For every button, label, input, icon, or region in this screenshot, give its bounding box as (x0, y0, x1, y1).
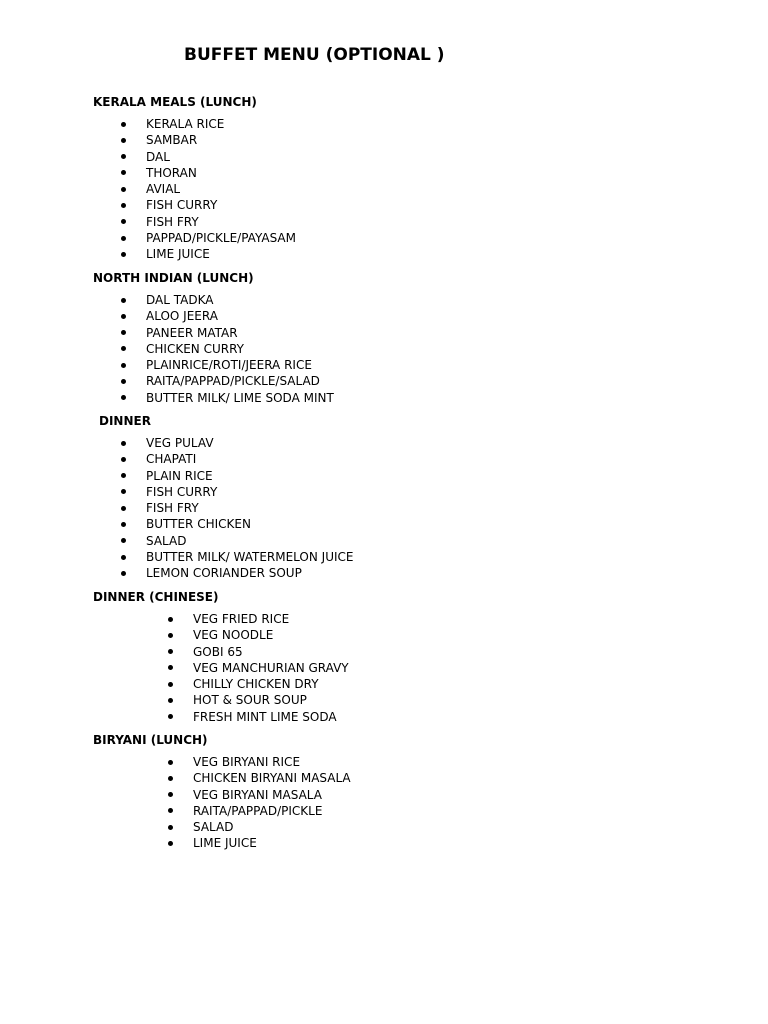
section-heading: DINNER (CHINESE) (93, 590, 219, 604)
menu-item-label: FRESH MINT LIME SODA (193, 709, 337, 724)
menu-item-label: LEMON CORIANDER SOUP (146, 566, 302, 581)
bullet-icon (121, 457, 126, 462)
bullet-icon (168, 825, 173, 830)
menu-item-label: ALOO JEERA (146, 309, 218, 324)
bullet-icon (168, 760, 173, 765)
menu-item-label: LIME JUICE (146, 247, 210, 262)
bullet-icon (121, 363, 126, 368)
menu-item-label: VEG BIRYANI MASALA (193, 787, 322, 802)
menu-item-label: FISH FRY (146, 214, 199, 229)
bullet-icon (168, 665, 173, 670)
bullet-icon (168, 792, 173, 797)
menu-item-label: FISH CURRY (146, 198, 218, 213)
bullet-icon (121, 330, 126, 335)
menu-item-label: BUTTER CHICKEN (146, 517, 251, 532)
bullet-icon (121, 170, 126, 175)
menu-item-label: CHICKEN BIRYANI MASALA (193, 771, 351, 786)
menu-item-label: VEG FRIED RICE (193, 612, 290, 626)
bullet-icon (121, 122, 126, 127)
bullet-icon (121, 506, 126, 511)
menu-item-label: FISH CURRY (146, 484, 218, 499)
menu-item-label: VEG MANCHURIAN GRAVY (193, 660, 349, 675)
bullet-icon (168, 617, 173, 622)
menu-item-label: CHILLY CHICKEN DRY (193, 677, 319, 692)
menu-item-label: VEG BIRYANI RICE (193, 755, 301, 769)
section-heading: DINNER (99, 414, 151, 428)
menu-item-label: GOBI 65 (193, 644, 243, 659)
menu-item-label: CHAPATI (146, 452, 197, 467)
menu-item-label: BUTTER MILK/ WATERMELON JUICE (146, 550, 354, 565)
menu-item-label: DAL TADKA (146, 293, 214, 307)
bullet-icon (121, 252, 126, 257)
bullet-icon (121, 236, 126, 241)
bullet-icon (121, 489, 126, 494)
menu-item-label: HOT & SOUR SOUP (193, 693, 307, 708)
bullet-icon (168, 698, 173, 703)
menu-item-label: LIME JUICE (193, 836, 257, 851)
menu-item-label: THORAN (146, 165, 197, 180)
menu-item-label: KERALA RICE (146, 117, 225, 131)
menu-item-label: PLAIN RICE (146, 468, 213, 483)
bullet-icon (121, 571, 126, 576)
bullet-icon (121, 538, 126, 543)
menu-item-label: PANEER MATAR (146, 325, 238, 340)
page-title: BUFFET MENU (OPTIONAL ) (184, 45, 445, 65)
bullet-icon (121, 138, 126, 143)
menu-item-label: RAITA/PAPPAD/PICKLE/SALAD (146, 374, 320, 389)
bullet-icon (168, 633, 173, 638)
bullet-icon (168, 808, 173, 813)
bullet-icon (168, 776, 173, 781)
bullet-icon (121, 473, 126, 478)
menu-item-label: VEG NOODLE (193, 628, 274, 643)
bullet-icon (121, 187, 126, 192)
menu-item-label: SAMBAR (146, 133, 198, 148)
bullet-icon (121, 555, 126, 560)
menu-item-label: SALAD (193, 820, 234, 835)
menu-item-label: BUTTER MILK/ LIME SODA MINT (146, 390, 334, 405)
menu-item-label: SALAD (146, 533, 187, 548)
bullet-icon (121, 379, 126, 384)
bullet-icon (168, 714, 173, 719)
bullet-icon (121, 219, 126, 224)
bullet-icon (121, 441, 126, 446)
bullet-icon (168, 649, 173, 654)
bullet-icon (121, 314, 126, 319)
bullet-icon (121, 298, 126, 303)
bullet-icon (121, 203, 126, 208)
menu-item-label: RAITA/PAPPAD/PICKLE (193, 803, 323, 818)
bullet-icon (121, 395, 126, 400)
section-heading: NORTH INDIAN (LUNCH) (93, 271, 254, 285)
menu-item-label: FISH FRY (146, 501, 199, 516)
bullet-icon (168, 682, 173, 687)
menu-item-label: PAPPAD/PICKLE/PAYASAM (146, 231, 296, 246)
section-heading: KERALA MEALS (LUNCH) (93, 95, 257, 109)
menu-item-label: PLAINRICE/ROTI/JEERA RICE (146, 358, 312, 373)
bullet-icon (168, 841, 173, 846)
bullet-icon (121, 346, 126, 351)
menu-item-label: AVIAL (146, 182, 181, 197)
bullet-icon (121, 522, 126, 527)
menu-item-label: VEG PULAV (146, 436, 214, 450)
section-heading: BIRYANI (LUNCH) (93, 733, 208, 747)
menu-item-label: CHICKEN CURRY (146, 341, 244, 356)
menu-item-label: DAL (146, 149, 170, 164)
bullet-icon (121, 154, 126, 159)
